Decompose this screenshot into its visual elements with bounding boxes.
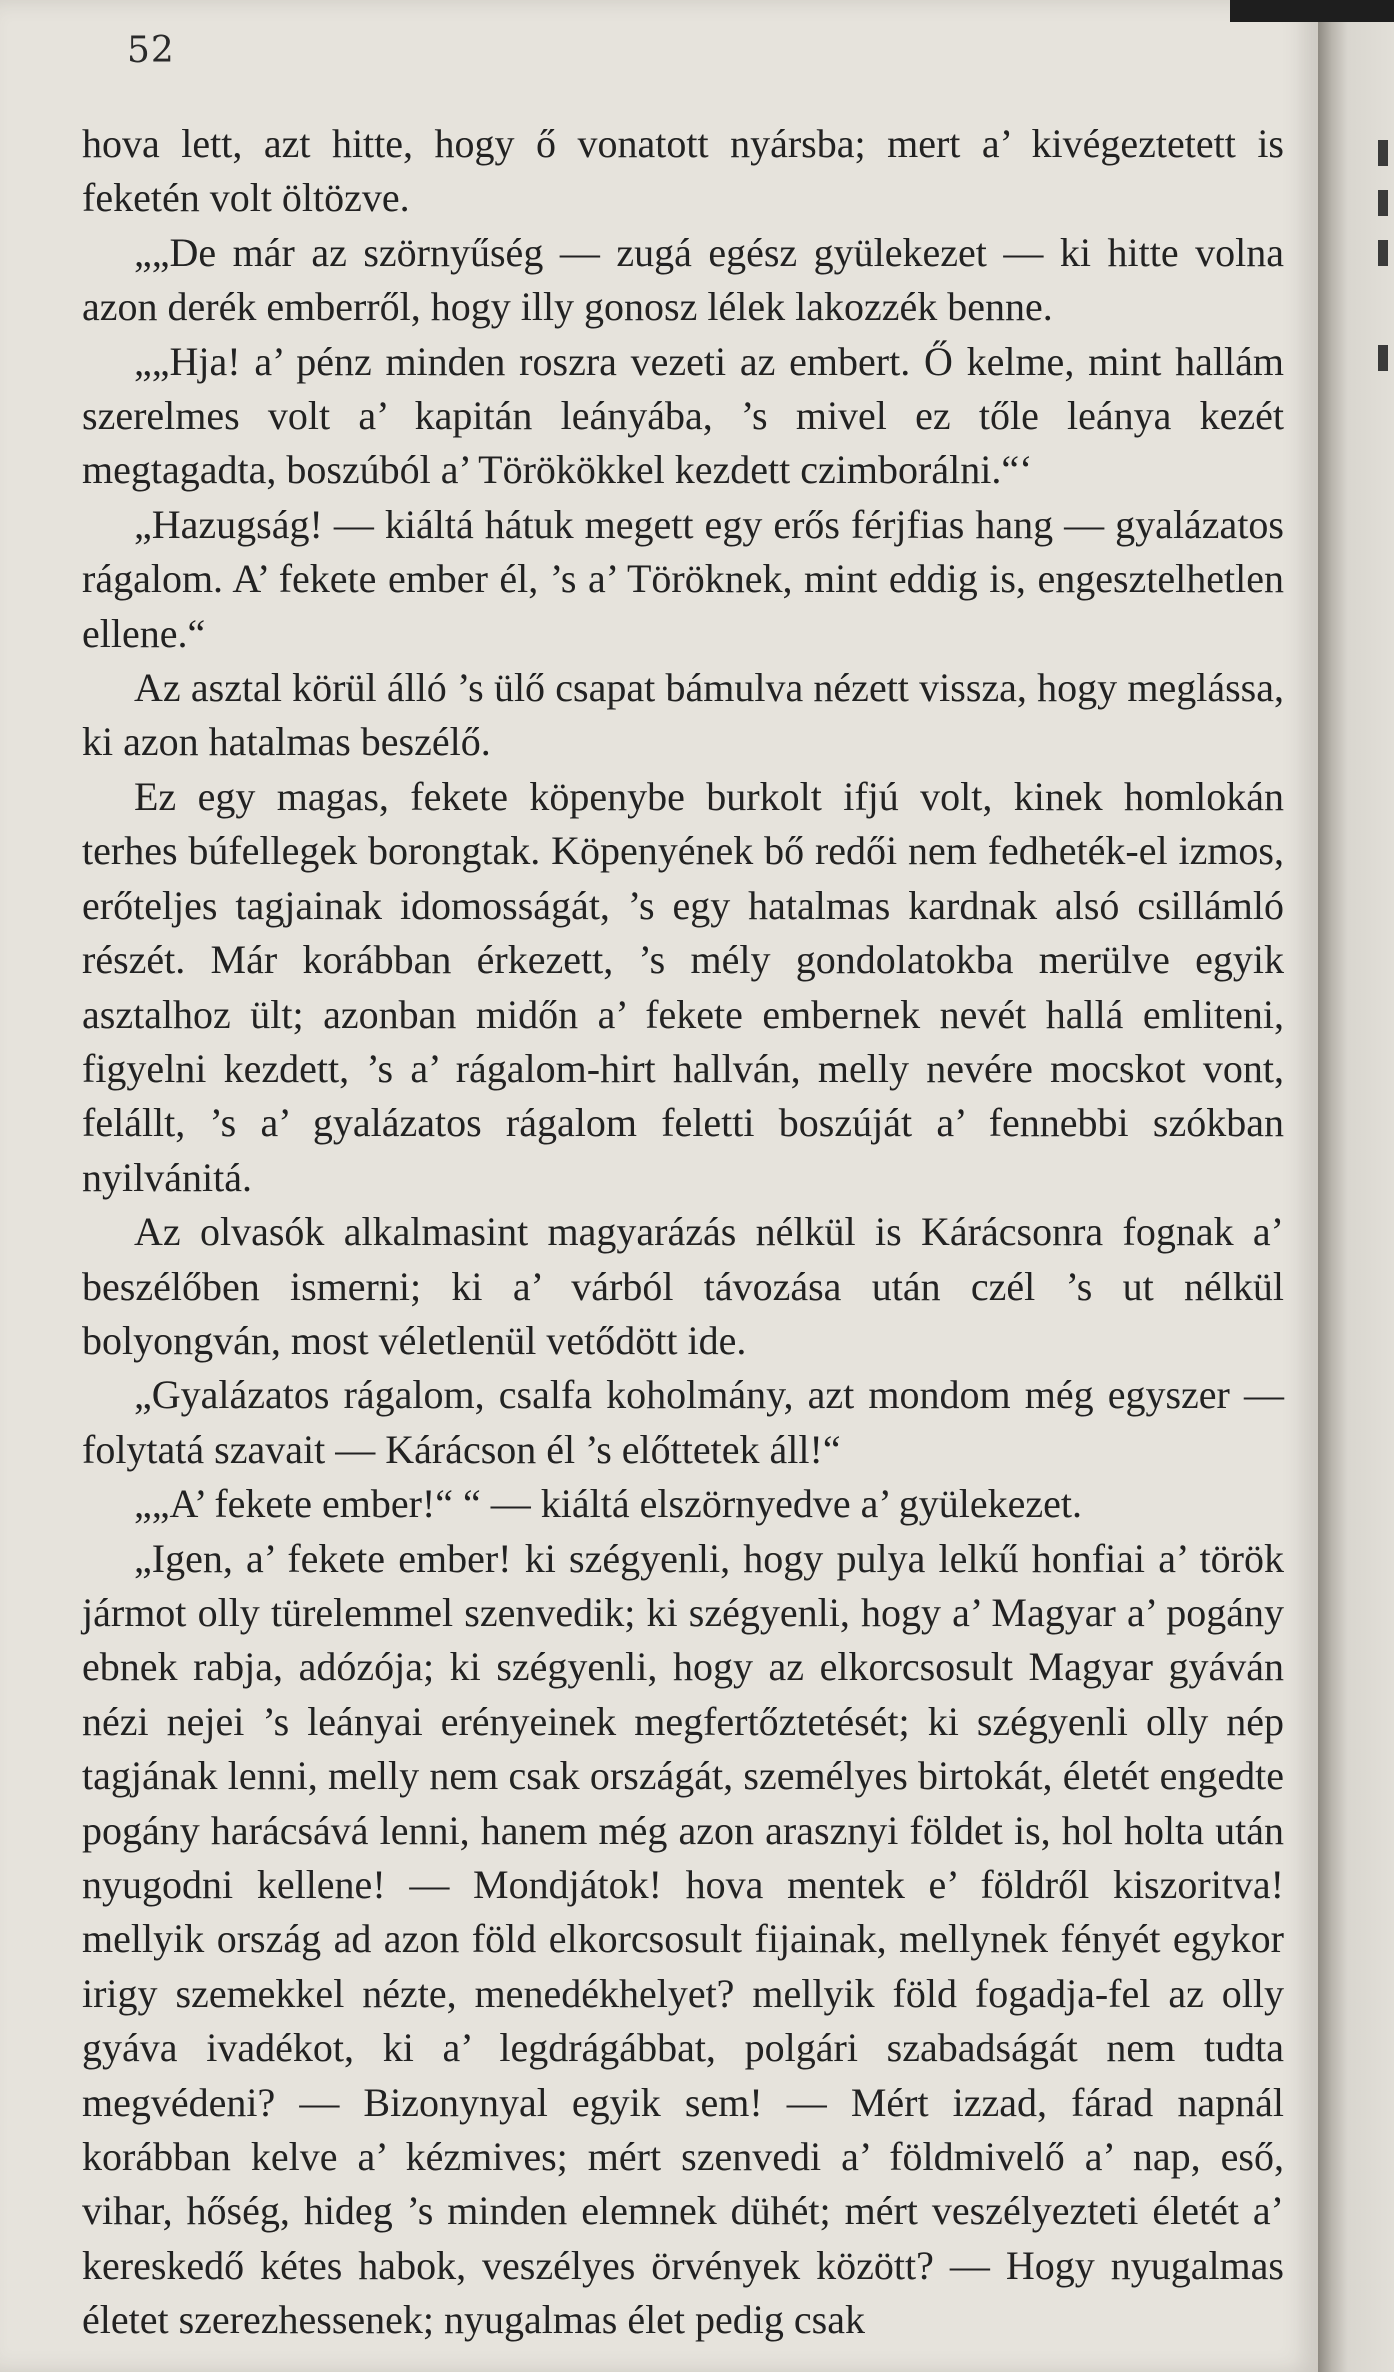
bleed-mark bbox=[1378, 140, 1388, 166]
paragraph: „„A’ fekete ember!“ “ — kiáltá elszörnyedve a’ gyülekezet. bbox=[134, 1481, 1082, 1527]
paragraph: „Gyalázatos rágalom, csalfa koholmány, azt mondom még egyszer — folytatá szavait — Kárácson él ’s előttetek áll!“ bbox=[82, 1372, 1284, 1472]
paragraph: Ez egy magas, fekete köpenybe burkolt ifjú volt, kinek homlokán terhes búfellegek borongtak. Köpenyének bő redői nem fedheték-el izmos, erőteljes tagjainak idomosságát, ’s egy hatalmas kardnak alsó csillámló részét. Már korábban érkezett, ’s mély gondolatokba merülve egyik asztalhoz ült; azonban midőn a’ fekete embernek nevét hallá emliteni, figyelni kezdett, ’s a’ rágalom-hirt hallván, melly nevére mocskot vont, felállt, ’s a’ gyalázatos rágalom feletti boszúját a’ fennebbi szókban nyilvánitá. bbox=[82, 773, 1284, 1200]
scan-edge bbox=[1230, 0, 1394, 22]
body-text bbox=[82, 117, 1284, 2348]
paragraph: „„Hja! a’ pénz minden roszra vezeti az embert. Ő kelme, mint hallám szerelmes volt a’ kapitán leányába, ’s mivel ez tőle leánya kezét megtagadta, boszúból a’ Törökökkel kezdett czimborálni.“‘ bbox=[82, 338, 1284, 493]
paragraph: Az asztal körül álló ’s ülő csapat bámulva nézett vissza, hogy meglássa, ki azon hatalmas beszélő. bbox=[82, 665, 1284, 765]
bleed-mark bbox=[1378, 190, 1388, 216]
page-number: 52 bbox=[127, 30, 175, 71]
paragraph: „Hazugság! — kiáltá hátuk megett egy erős férjfias hang — gyalázatos rágalom. A’ fekete ember él, ’s a’ Töröknek, mint eddig is, engesztelhetlen ellene.“ bbox=[82, 501, 1284, 656]
paragraph: Az olvasók alkalmasint magyarázás nélkül is Kárácsonra fognak a’ beszélőben ismerni; ki a’ várból távozása után czél ’s ut nélkül bolyongván, most véletlenül vetődött ide. bbox=[82, 1209, 1284, 1363]
paragraph: hova lett, azt hitte, hogy ő vonatott nyársba; mert a’ kivégeztetett is feketén volt öltözve. bbox=[82, 121, 1284, 221]
paragraph: „„De már az szörnyűség — zugá egész gyülekezet — ki hitte volna azon derék emberről, hogy illy gonosz lélek lakozzék benne. bbox=[82, 229, 1284, 330]
paragraph: „Igen, a’ fekete ember! ki szégyenli, hogy pulya lelkű honfiai a’ török jármot olly türelemmel szenvedik; ki szégyenli, hogy a’ Magyar a’ pogány ebnek rabja, adózója; ki szégyenli, hogy az elkorcsosult Magyar gyáván nézi nejei ’s leányai erényeinek megfertőztetését; ki szégyenli olly nép tagjának lenni, melly nem csak országát, személyes birtokát, életét engedte pogány harácsává lenni, hanem még azon arasznyi földet is, hol holta után nyugodni kellene! — Mondjátok! hova mentek e’ földről kiszoritva! mellyik ország ad azon föld elkorcsosult fijainak, mellynek fényét egykor irigy szemekkel nézte, menedékhelyet? mellyik föld fogadja-fel az olly gyáva ivadékot, ki a’ legdrágábbat, polgári szabadságát nem tudta megvédeni? — Bizonynyal egyik sem! — Mért izzad, fárad napnál korábban kelve a’ kézmives; mért szenvedi a’ földmivelő a’ nap, eső, vihar, hőség, hideg ’s minden elemnek dühét; mért veszélyezteti életét a’ kereskedő kétes habok, veszélyes örvények között? — Hogy nyugalmas életet szerezhessenek; nyugalmas élet pedig csak bbox=[82, 1535, 1284, 2343]
bleed-mark bbox=[1378, 345, 1388, 371]
bleed-mark bbox=[1378, 240, 1388, 266]
